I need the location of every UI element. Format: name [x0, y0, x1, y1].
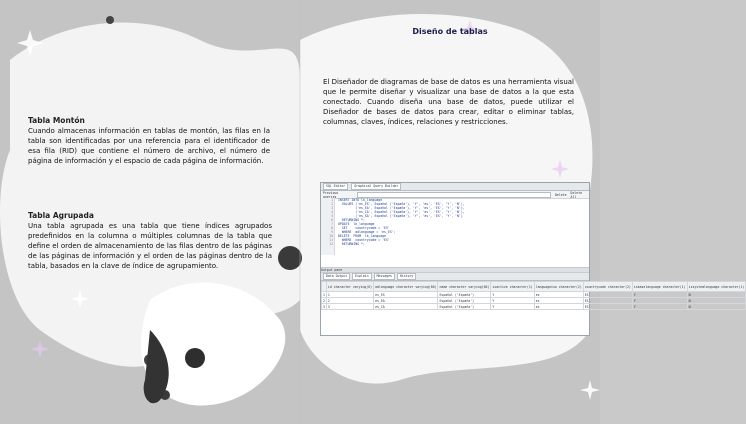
table-cell: N: [687, 292, 746, 298]
table-cell: es: [534, 298, 583, 304]
table-cell: 1: [326, 292, 373, 298]
column-header: languageiso character(2): [534, 282, 583, 292]
column-header: countrycode character(2): [583, 282, 632, 292]
section-title-tabla-agrupada: Tabla Agrupada: [28, 211, 94, 220]
column-header: name character varying(60): [438, 282, 491, 292]
table-cell: es: [534, 304, 583, 310]
table-cell: Español ('España'): [438, 304, 491, 310]
table-cell: es_ES: [374, 292, 438, 298]
column-header: issystemlanguage character(1): [687, 282, 746, 292]
delete-button: Delete: [555, 192, 567, 197]
line-number: 9: [331, 230, 333, 234]
table-cell: N: [687, 304, 746, 310]
table-cell: Y: [632, 298, 687, 304]
tab-query-builder: Graphical Query Builder: [351, 183, 401, 190]
tab-data-output: Data Output: [323, 273, 350, 280]
column-header: isactive character(1): [491, 282, 534, 292]
code-line: DELETE FROM lk_language: [338, 234, 386, 238]
line-number: 12: [329, 242, 333, 246]
output-pane-label: Output pane: [321, 268, 343, 272]
column-header: isbaselanguage character(1): [632, 282, 687, 292]
tab-messages: Messages: [374, 273, 395, 280]
tab-sql-editor: SQL Editor: [323, 183, 348, 190]
code-line: INSERT INTO lk_language: [338, 198, 383, 202]
code-line: ('es_CA', Español ('España'), 'Y', 'es', 'ES', 'Y', 'N'),: [338, 210, 465, 214]
row-number: 3: [323, 304, 325, 309]
line-number: 4: [331, 210, 333, 214]
table-cell: ES: [583, 298, 632, 304]
line-number: 7: [331, 222, 333, 226]
code-line: RETURNING *;: [338, 218, 365, 222]
line-number: 8: [331, 226, 333, 230]
section-body-tabla-monton: Cuando almacenas información en tablas de montón, las filas en la tabla son identificadas por una referencia para el identificador de esa fila (RID) que contiene el número de archivo, el número de página de información y el espacio de cada página de información.: [28, 127, 270, 165]
code-line: RETURNING *;: [338, 242, 365, 246]
code-line: UPDATE lk_language: [338, 222, 375, 226]
line-number-gutter: [321, 198, 335, 255]
table-row: [322, 304, 746, 310]
table-cell: ES: [583, 304, 632, 310]
result-grid: [321, 281, 745, 310]
table-cell: es: [534, 292, 583, 298]
editor-tab-bar: [321, 183, 589, 191]
table-cell: Y: [491, 304, 534, 310]
line-number: 6: [331, 218, 333, 222]
code-editor: [321, 198, 589, 255]
table-cell: Y: [632, 292, 687, 298]
intro-paragraph: El Diseñador de diagramas de base de datos es una herramienta visual que le permite diseñar y visualizar una base de datos a la que esta conectado. Cuando diseña una base de datos, puede utilizar el Diseñador de bases de datos para crear, editar o eliminar tablas, columnas, claves, índices, relaciones y restricciones.: [323, 78, 574, 126]
previous-queries-label: Previous queries: [323, 190, 339, 199]
column-header: id character varying(6): [326, 282, 373, 292]
code-line: VALUES ('es_ES', Español ('España'), 'Y', 'es', 'ES', 'Y', 'N'),: [338, 202, 465, 206]
table-cell: 2: [326, 298, 373, 304]
tab-explain: Explain: [352, 273, 371, 280]
table-cell: es_EA: [374, 298, 438, 304]
section-body-tabla-agrupada: Una tabla agrupada es una tabla que tiene índices agrupados predefinidos en la columna o múltiples columnas de la tabla que define el orden de almacenamiento de las filas dentro de las páginas de las páginas de información y el orden de las páginas dentro de la tabla, basados en la clave de índice de agrupamiento.: [28, 222, 272, 270]
row-number: 2: [323, 298, 325, 303]
line-number: 10: [329, 234, 333, 238]
table-cell: Español ('España'): [438, 292, 491, 298]
code-line: WHERE adlanguage = 'es_ES';: [338, 230, 396, 234]
tab-history: History: [397, 273, 416, 280]
code-line: SET countrycode = 'ES': [338, 226, 390, 230]
table-cell: Y: [632, 304, 687, 310]
column-header: adlanguage character varying(60): [374, 282, 438, 292]
line-number: 11: [329, 238, 333, 242]
delete-all-button: Delete All: [570, 190, 583, 199]
output-tab-bar: [321, 273, 589, 281]
page-heading: Diseño de tablas: [412, 27, 488, 36]
table-cell: ES: [583, 292, 632, 298]
code-line: ('es_SA', Español ('España'), 'Y', 'es', 'ES', 'Y', 'N'): [338, 214, 463, 218]
previous-queries-select: [357, 192, 551, 198]
table-cell: es_CA: [374, 304, 438, 310]
code-line: WHERE countrycode = 'ES': [338, 238, 390, 242]
sql-editor-screenshot: [320, 182, 745, 336]
row-number: 1: [323, 292, 325, 297]
section-title-tabla-monton: Tabla Montón: [28, 116, 85, 125]
table-cell: N: [687, 298, 746, 304]
table-cell: Y: [491, 298, 534, 304]
table-cell: 3: [326, 304, 373, 310]
line-number: 1: [331, 198, 333, 202]
code-area: [335, 198, 589, 255]
line-number: 5: [331, 214, 333, 218]
code-line: ('es_EA', Español ('España'), 'Y', 'es', 'ES', 'Y', 'N'),: [338, 206, 465, 210]
table-cell: Y: [491, 292, 534, 298]
line-number: 3: [331, 206, 333, 210]
line-number: 2: [331, 202, 333, 206]
left-page: [0, 0, 300, 424]
table-cell: Español ('España'): [438, 298, 491, 304]
